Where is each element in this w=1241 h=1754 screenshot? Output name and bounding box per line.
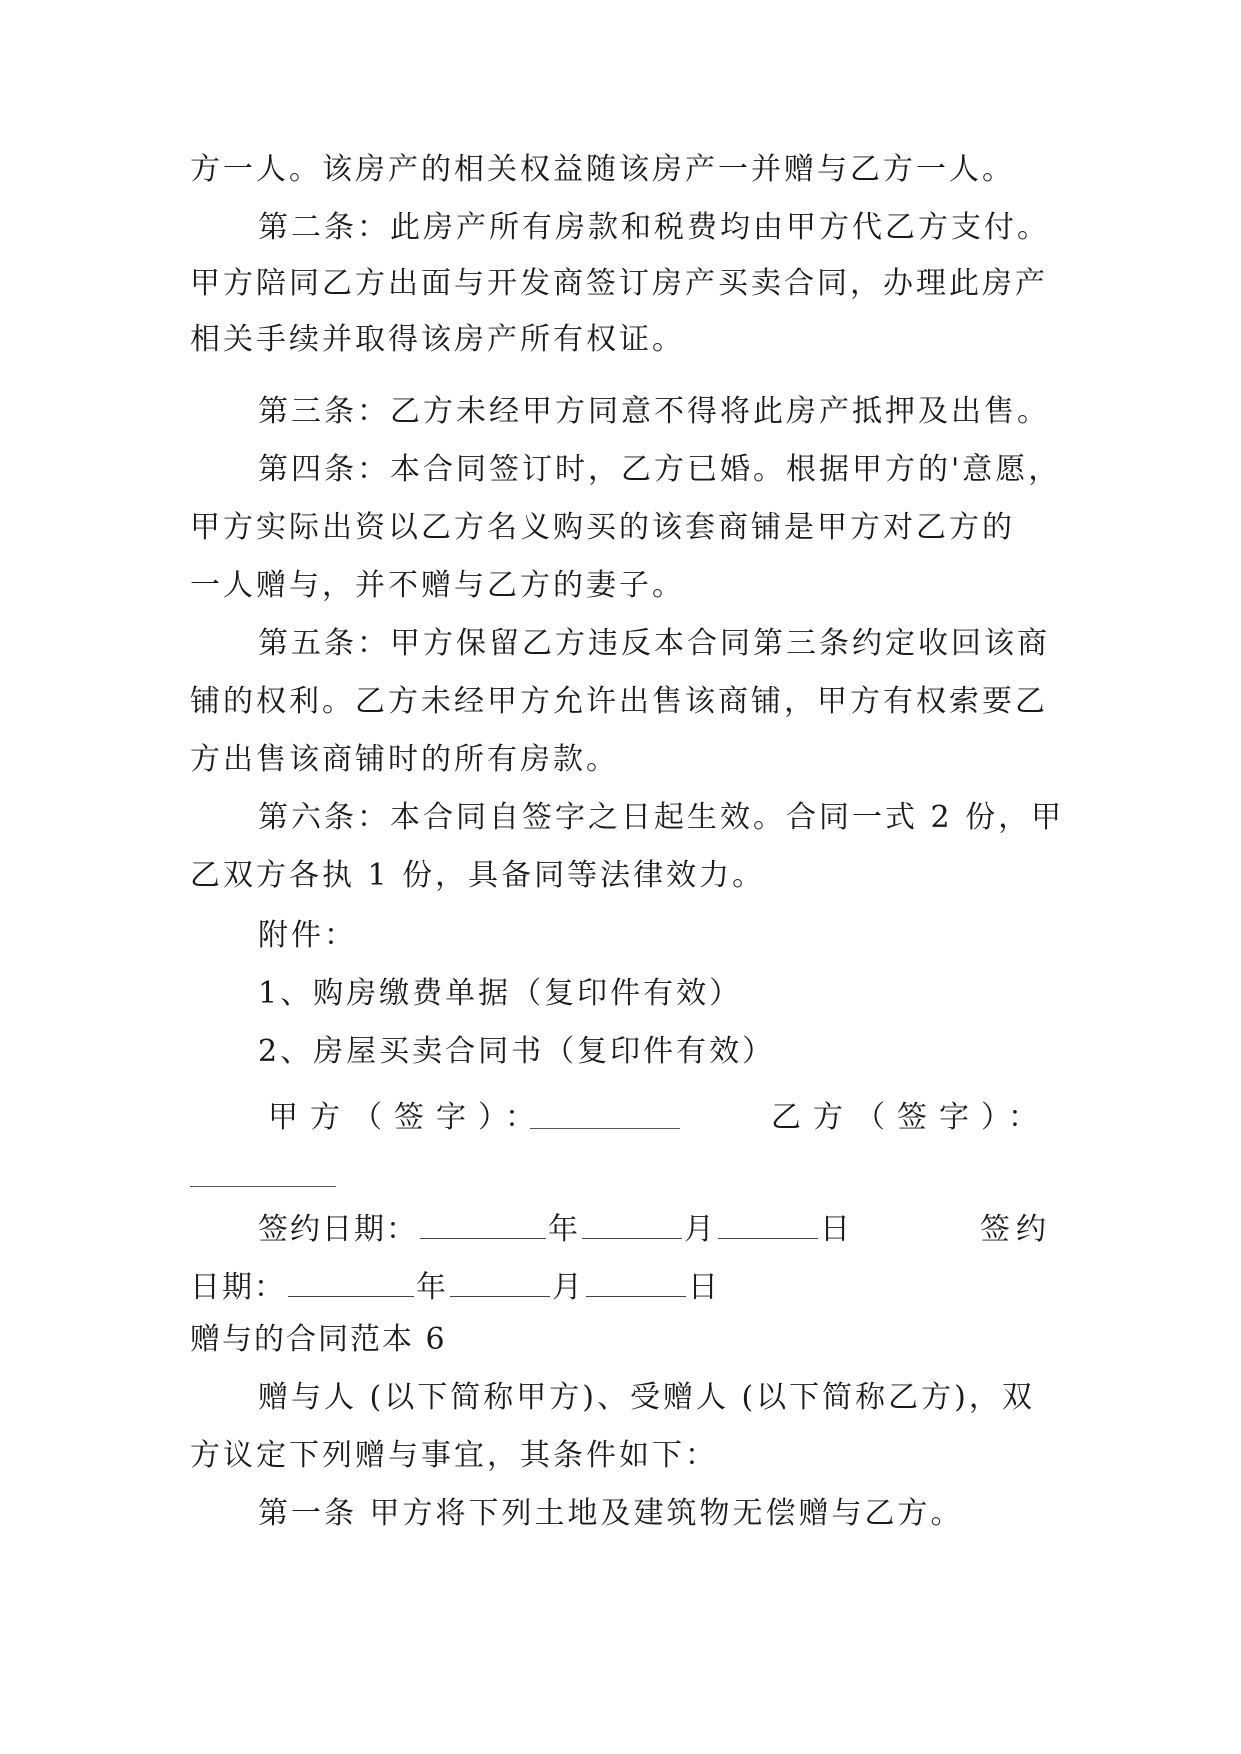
sign-date-row-b <box>190 1268 720 1308</box>
section-title: 赠与的合同范本 6 <box>190 1322 447 1357</box>
month-label: 月 <box>552 1270 584 1305</box>
party-b-signature-line <box>190 1186 336 1187</box>
party-a-signature-label: 甲方（签字）： <box>268 1100 547 1135</box>
signature-row <box>260 1098 1050 1138</box>
attachment-item-1: 1、购房缴费单据（复印件有效） <box>258 976 743 1011</box>
day-blank <box>586 1270 686 1297</box>
clause-4-line: 甲方实际出资以乙方名义购买的该套商铺是甲方对乙方的 <box>190 510 1015 545</box>
paragraph-line: 方一人。该房产的相关权益随该房产一并赠与乙方一人。 <box>190 152 1015 187</box>
section-paragraph-line: 方议定下列赠与事宜，其条件如下： <box>190 1438 718 1473</box>
party-b-signature-label: 乙方（签字）： <box>771 1100 1050 1135</box>
year-blank <box>288 1270 414 1297</box>
month-blank <box>582 1212 682 1239</box>
clause-5-line: 第五条：甲方保留乙方违反本合同第三条约定收回该商 <box>258 626 1050 661</box>
clause-6-line: 乙双方各执 1 份，具备同等法律效力。 <box>190 858 766 893</box>
sign-date-label-cont: 日期： <box>190 1270 286 1305</box>
clause-4-line: 第四条：本合同签订时，乙方已婚。根据甲方的'意愿， <box>258 452 1062 487</box>
clause-5-line: 方出售该商铺时的所有房款。 <box>190 742 619 777</box>
sign-date-label-b: 签约 <box>980 1212 1052 1247</box>
clause-2-line: 甲方陪同乙方出面与开发商签订房产买卖合同，办理此房产 <box>190 266 1048 301</box>
year-label: 年 <box>548 1212 580 1247</box>
clause-4-line: 一人赠与，并不赠与乙方的妻子。 <box>190 568 685 603</box>
clause-2-line: 相关手续并取得该房产所有权证。 <box>190 322 685 357</box>
section-clause-1: 第一条 甲方将下列土地及建筑物无偿赠与乙方。 <box>258 1496 964 1531</box>
clause-5-line: 铺的权利。乙方未经甲方允许出售该商铺，甲方有权索要乙 <box>190 684 1048 719</box>
attachments-title: 附件： <box>258 918 357 953</box>
month-blank <box>450 1270 550 1297</box>
day-label: 日 <box>688 1270 720 1305</box>
month-label: 月 <box>684 1212 716 1247</box>
year-label: 年 <box>416 1270 448 1305</box>
attachment-item-2: 2、房屋买卖合同书（复印件有效） <box>258 1034 776 1069</box>
sign-date-row-a <box>258 1210 852 1250</box>
clause-6-line: 第六条：本合同自签字之日起生效。合同一式 2 份，甲 <box>258 800 1065 835</box>
day-blank <box>718 1212 818 1239</box>
party-a-signature-line <box>530 1128 680 1129</box>
day-label: 日 <box>820 1212 852 1247</box>
clause-3-line: 第三条：乙方未经甲方同意不得将此房产抵押及出售。 <box>258 394 1050 429</box>
year-blank <box>420 1212 546 1239</box>
clause-2-line: 第二条：此房产所有房款和税费均由甲方代乙方支付。 <box>258 210 1050 245</box>
sign-date-label: 签约日期： <box>258 1212 418 1247</box>
section-paragraph-line: 赠与人 (以下简称甲方)、受赠人 (以下简称乙方)，双 <box>258 1380 1035 1415</box>
